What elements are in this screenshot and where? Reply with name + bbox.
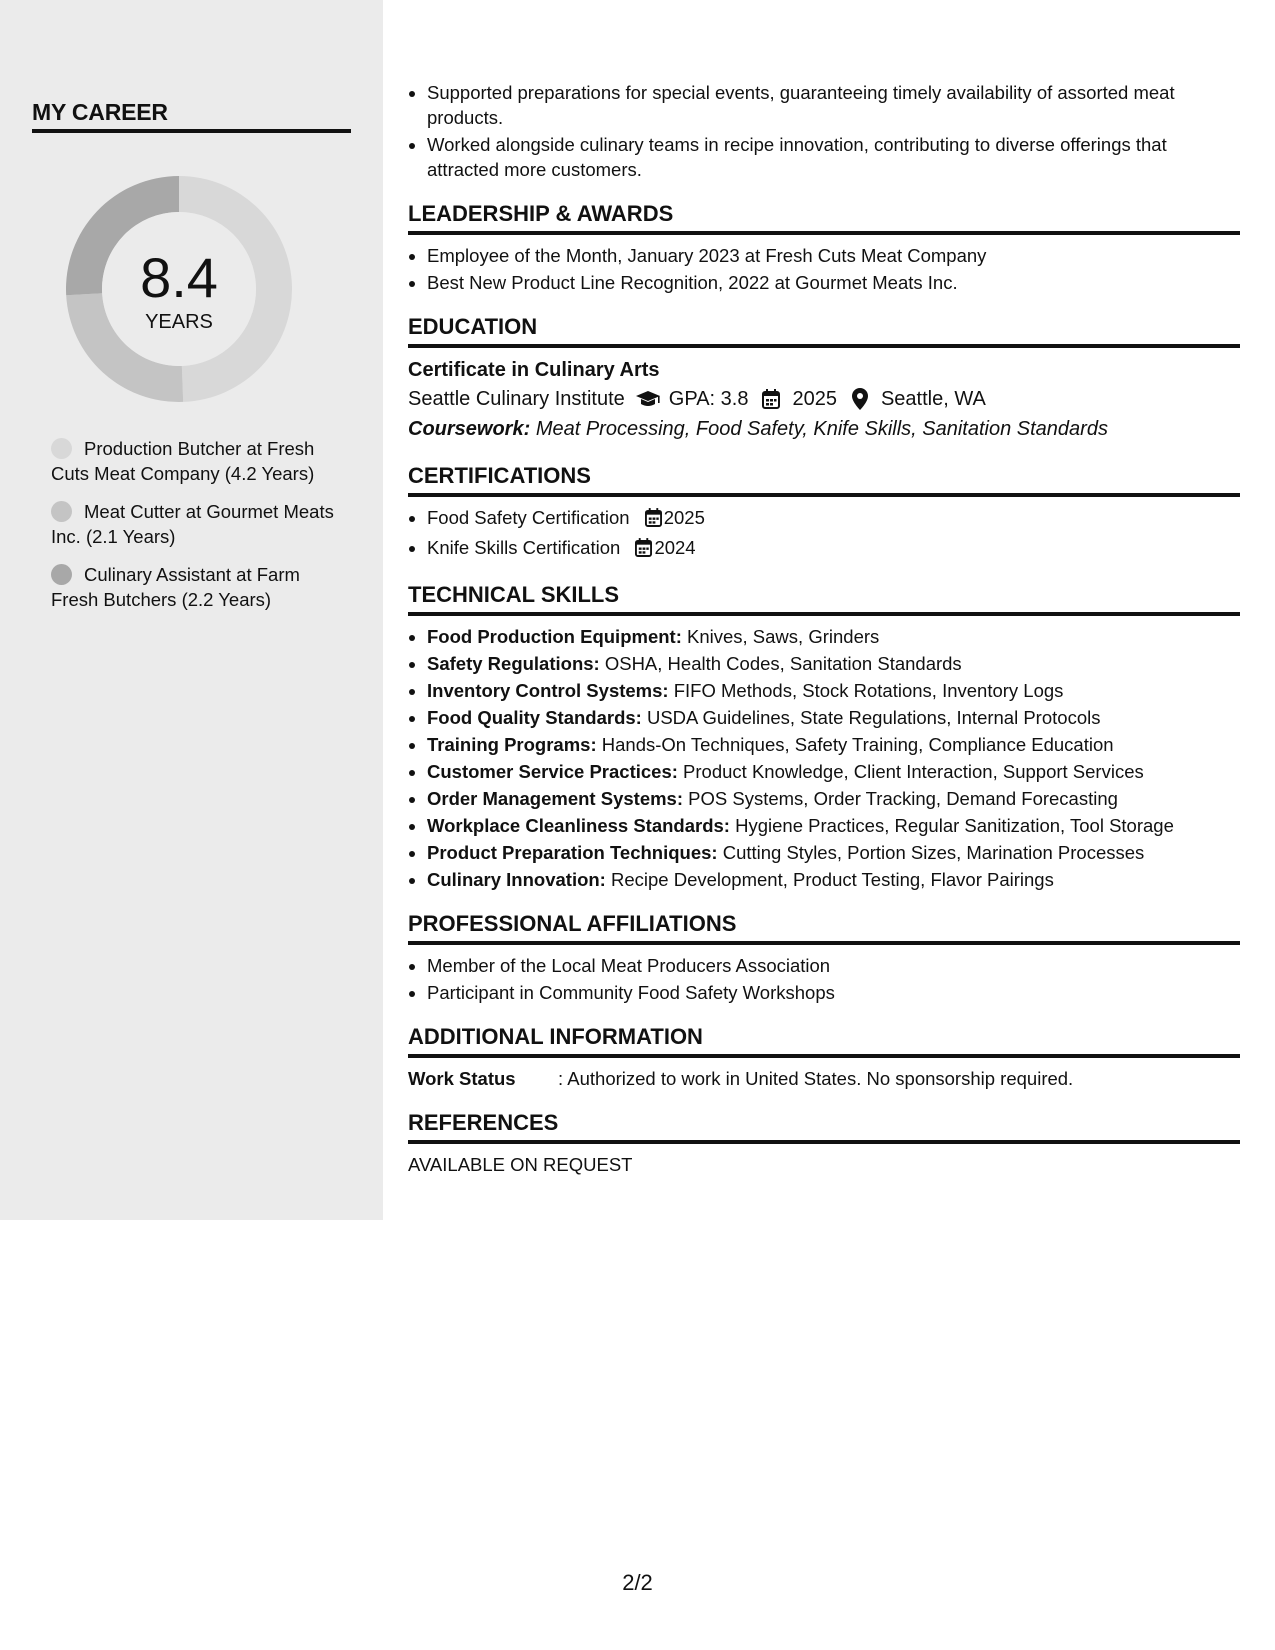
legend-item: [51, 499, 341, 549]
legend-dot: [51, 438, 72, 459]
leadership-list: [408, 243, 1240, 295]
list-item: • Best New Product Line Recognition, 2022 at Gourmet Meats Inc.: [427, 270, 1240, 295]
list-item: • Worked alongside culinary teams in recipe innovation, contributing to diverse offerings that attracted more customers.: [427, 132, 1240, 182]
skills-list: [408, 624, 1240, 892]
additional-info-section: [408, 1019, 1240, 1091]
coursework-label: Coursework:: [408, 418, 531, 440]
skill-value: Product Knowledge, Client Interaction, Support Services: [683, 761, 1144, 782]
graduation-year: 2025: [792, 388, 837, 410]
section-title: REFERENCES: [408, 1110, 559, 1135]
career-legend: [51, 436, 341, 625]
page-number: 2/2: [622, 1570, 653, 1595]
career-heading: MY CAREER: [32, 99, 168, 125]
list-item: • Supported preparations for special events, guaranteeing timely availability of assorted meat products.: [427, 80, 1240, 130]
school-location: Seattle, WA: [880, 388, 986, 410]
career-donut-chart: [66, 176, 292, 402]
education-section: [408, 309, 1240, 444]
experience-bullets: [408, 80, 1240, 182]
skill-label: Safety Regulations:: [427, 653, 600, 674]
legend-item: [51, 436, 341, 486]
coursework: [408, 414, 1240, 444]
section-rule: [408, 344, 1240, 348]
calendar-icon: [758, 388, 784, 410]
section-rule: [408, 941, 1240, 945]
certification-year: 2025: [663, 507, 705, 528]
certification-year: 2024: [654, 537, 696, 558]
list-item: [427, 535, 1240, 563]
career-heading-rule: [32, 129, 351, 133]
section-title: CERTIFICATIONS: [408, 463, 591, 488]
skill-value: Cutting Styles, Portion Sizes, Marination Processes: [722, 842, 1145, 863]
list-item: [427, 867, 1240, 892]
legend-label: Meat Cutter at Gourmet Meats Inc. (2.1 Years): [51, 501, 334, 547]
skill-label: Inventory Control Systems:: [427, 680, 669, 701]
location-pin-icon: [847, 388, 873, 410]
certification-name: Food Safety Certification: [427, 507, 630, 528]
list-item: [427, 651, 1240, 676]
list-item: [427, 813, 1240, 838]
legend-label: Culinary Assistant at Farm Fresh Butchers (2.2 Years): [51, 564, 300, 610]
skill-label: Customer Service Practices:: [427, 761, 678, 782]
education-details: [408, 384, 1240, 414]
section-title: TECHNICAL SKILLS: [408, 582, 620, 607]
calendar-icon: [635, 538, 652, 563]
legend-dot: [51, 564, 72, 585]
list-item: [427, 624, 1240, 649]
leadership-section: [408, 196, 1240, 295]
skills-section: [408, 577, 1240, 892]
legend-dot: [51, 501, 72, 522]
section-rule: [408, 231, 1240, 235]
section-title: EDUCATION: [408, 314, 538, 339]
graduation-cap-icon: [635, 388, 661, 410]
skill-label: Workplace Cleanliness Standards:: [427, 815, 730, 836]
calendar-icon: [645, 508, 662, 533]
work-status-row: [408, 1066, 1240, 1091]
skill-value: Knives, Saws, Grinders: [687, 626, 880, 647]
skill-label: Food Quality Standards:: [427, 707, 642, 728]
section-rule: [408, 1140, 1240, 1144]
degree-name: Certificate in Culinary Arts: [408, 359, 660, 381]
certifications-section: [408, 458, 1240, 563]
certifications-list: [408, 505, 1240, 563]
work-status-value: : Authorized to work in United States. No sponsorship required.: [558, 1068, 1074, 1089]
skill-value: Hygiene Practices, Regular Sanitization, Tool Storage: [735, 815, 1174, 836]
legend-item: [51, 562, 341, 612]
section-rule: [408, 1054, 1240, 1058]
list-item: [427, 732, 1240, 757]
skill-value: Recipe Development, Product Testing, Flavor Pairings: [610, 869, 1054, 890]
references-text: AVAILABLE ON REQUEST: [408, 1154, 633, 1175]
total-years-value: 8.4: [140, 246, 218, 309]
list-item: [427, 678, 1240, 703]
skill-label: Product Preparation Techniques:: [427, 842, 718, 863]
skill-value: USDA Guidelines, State Regulations, Internal Protocols: [646, 707, 1101, 728]
certification-name: Knife Skills Certification: [427, 537, 621, 558]
section-rule: [408, 493, 1240, 497]
skill-value: POS Systems, Order Tracking, Demand Forecasting: [688, 788, 1118, 809]
legend-label: Production Butcher at Fresh Cuts Meat Company (4.2 Years): [51, 438, 315, 484]
section-title: ADDITIONAL INFORMATION: [408, 1024, 703, 1049]
sidebar: [0, 0, 383, 1220]
section-title: LEADERSHIP & AWARDS: [408, 201, 674, 226]
skill-value: FIFO Methods, Stock Rotations, Inventory Logs: [673, 680, 1064, 701]
list-item: [427, 840, 1240, 865]
skill-value: Hands-On Techniques, Safety Training, Compliance Education: [601, 734, 1114, 755]
skill-label: Training Programs:: [427, 734, 597, 755]
main-column: [408, 80, 1240, 1177]
skill-label: Culinary Innovation:: [427, 869, 606, 890]
list-item: • Employee of the Month, January 2023 at Fresh Cuts Meat Company: [427, 243, 1240, 268]
section-rule: [408, 612, 1240, 616]
school-name: Seattle Culinary Institute: [408, 388, 625, 410]
coursework-list: Meat Processing, Food Safety, Knife Skills, Sanitation Standards: [535, 418, 1108, 440]
total-years-unit: YEARS: [145, 311, 213, 333]
list-item: [427, 705, 1240, 730]
list-item: [427, 786, 1240, 811]
affiliations-list: [408, 953, 1240, 1005]
list-item: • Member of the Local Meat Producers Association: [427, 953, 1240, 978]
skill-label: Order Management Systems:: [427, 788, 684, 809]
skill-label: Food Production Equipment:: [427, 626, 682, 647]
section-title: PROFESSIONAL AFFILIATIONS: [408, 911, 737, 936]
references-section: [408, 1105, 1240, 1177]
list-item: • Participant in Community Food Safety Workshops: [427, 980, 1240, 1005]
skill-value: OSHA, Health Codes, Sanitation Standards: [604, 653, 962, 674]
gpa-value: GPA: 3.8: [668, 388, 749, 410]
list-item: [427, 759, 1240, 784]
list-item: [427, 505, 1240, 533]
affiliations-section: [408, 906, 1240, 1005]
work-status-label: Work Status: [408, 1068, 516, 1089]
